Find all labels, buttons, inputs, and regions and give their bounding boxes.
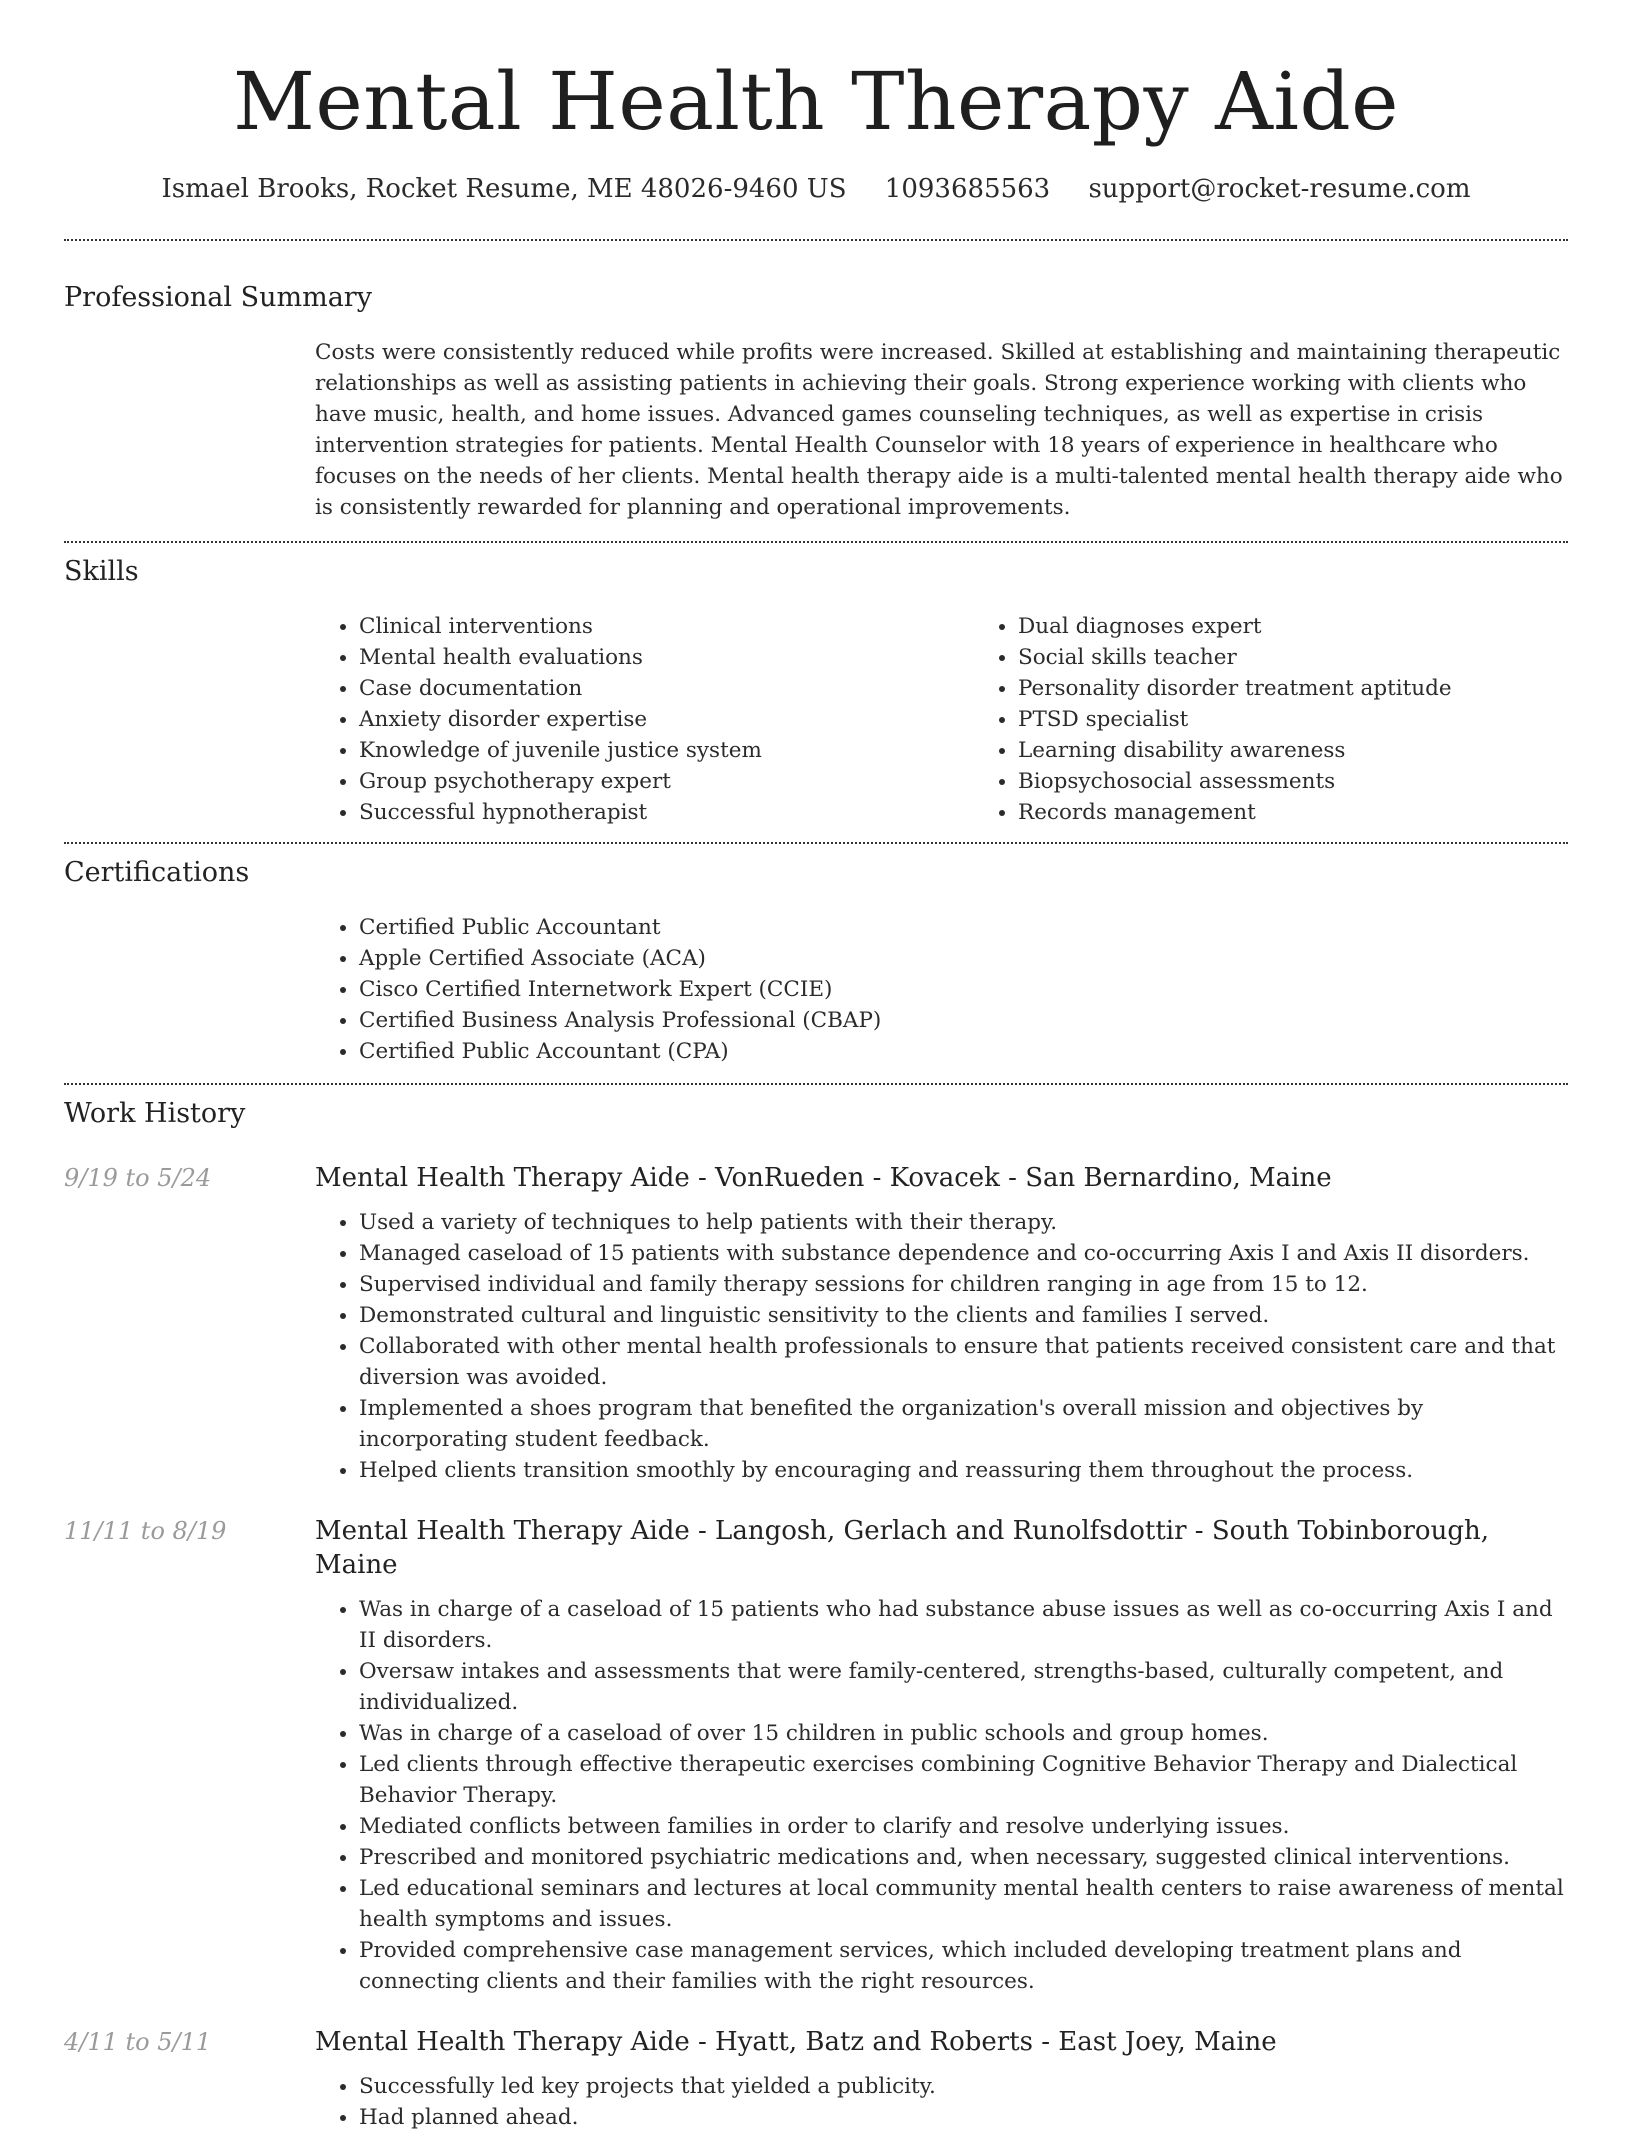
certification-item: • Certified Public Accountant (CPA) <box>359 1036 1568 1067</box>
job-bullet: • Oversaw intakes and assessments that were family-centered, strengths-based, culturally competent, and individualized. <box>359 1656 1568 1718</box>
skill-item: • Personality disorder treatment aptitude <box>1018 673 1632 704</box>
skills-grid <box>315 611 1568 842</box>
job-bullet: • Led clients through effective therapeutic exercises combining Cognitive Behavior Therapy and Dialectical Behavior Therapy. <box>359 1749 1568 1811</box>
summary-text: Costs were consistently reduced while profits were increased. Skilled at establishing and maintaining therapeutic relationships as well as assisting patients in achieving their goals. Strong experience working with clients who have music, health, and home issues. Advanced games counseling techniques, as well as expertise in crisis intervention strategies for patients. Mental Health Counselor with 18 years of experience in healthcare who focuses on the needs of her clients. Mental health therapy aide is a multi-talented mental health therapy aide who is consistently rewarded for planning and operational improvements. <box>315 340 1563 520</box>
job-bullet: • Had planned ahead. <box>359 2102 1568 2133</box>
job-dates: 9/19 to 5/24 <box>64 1164 212 1192</box>
work-history-section <box>64 1085 1568 2133</box>
job-bullet: • Was in charge of a caseload of 15 patients who had substance abuse issues as well as co-occurring Axis I and II disorders. <box>359 1594 1568 1656</box>
job-bullet: • Supervised individual and family therapy sessions for children ranging in age from 15 to 12. <box>359 1269 1568 1300</box>
job-bullet: • Mediated conflicts between families in order to clarify and resolve underlying issues. <box>359 1811 1568 1842</box>
skills-heading: Skills <box>64 556 139 587</box>
job-bullet: • Led educational seminars and lectures at local community mental health centers to raise awareness of mental health symptoms and issues. <box>359 1873 1568 1935</box>
job-bullet: • Managed caseload of 15 patients with substance dependence and co-occurring Axis I and Axis II disorders. <box>359 1238 1568 1269</box>
job-body <box>315 1514 1568 1997</box>
job-heading: Mental Health Therapy Aide - VonRueden - Kovacek - San Bernardino, Maine <box>315 1163 1332 1193</box>
job-body <box>315 2025 1568 2133</box>
skill-item: • Biopsychosocial assessments <box>1018 766 1632 797</box>
skill-item: • Knowledge of juvenile justice system <box>359 735 974 766</box>
contact-address: Ismael Brooks, Rocket Resume, ME 48026-9460 US <box>161 174 847 204</box>
skill-item: • Learning disability awareness <box>1018 735 1632 766</box>
skills-list-right <box>974 611 1632 828</box>
contact-line <box>64 172 1568 206</box>
certification-item: • Cisco Certified Internetwork Expert (CCIE) <box>359 974 1568 1005</box>
skill-item: • Case documentation <box>359 673 974 704</box>
job-bullets <box>315 1207 1568 1486</box>
work-history-heading: Work History <box>64 1098 246 1129</box>
certifications-list-wrap <box>315 912 1568 1083</box>
certifications-list <box>315 912 1568 1067</box>
job-dates: 11/11 to 8/19 <box>64 1517 227 1545</box>
certifications-heading: Certifications <box>64 857 250 888</box>
job-bullet: • Implemented a shoes program that benefited the organization's overall mission and objectives by incorporating student feedback. <box>359 1393 1568 1455</box>
contact-email: support@rocket-resume.com <box>1088 174 1471 204</box>
contact-phone: 1093685563 <box>884 174 1051 204</box>
job-bullets <box>315 1594 1568 1997</box>
skill-item: • Clinical interventions <box>359 611 974 642</box>
resume-title: Mental Health Therapy Aide <box>232 55 1400 148</box>
skill-item: • Social skills teacher <box>1018 642 1632 673</box>
skill-item: • Dual diagnoses expert <box>1018 611 1632 642</box>
skill-item: • Group psychotherapy expert <box>359 766 974 797</box>
skill-item: • Anxiety disorder expertise <box>359 704 974 735</box>
job-bullet: • Demonstrated cultural and linguistic sensitivity to the clients and families I served. <box>359 1300 1568 1331</box>
skill-item: • Successful hypnotherapist <box>359 797 974 828</box>
skills-list-left <box>315 611 974 828</box>
job-dates: 4/11 to 5/11 <box>64 2028 212 2056</box>
job-bullet: • Collaborated with other mental health professionals to ensure that patients received consistent care and that diversion was avoided. <box>359 1331 1568 1393</box>
job-bullets <box>315 2071 1568 2133</box>
skills-section <box>64 543 1568 842</box>
certification-item: • Certified Business Analysis Professional (CBAP) <box>359 1005 1568 1036</box>
certification-item: • Certified Public Accountant <box>359 912 1568 943</box>
job-bullet: • Used a variety of techniques to help patients with their therapy. <box>359 1207 1568 1238</box>
job-entry <box>64 2025 1568 2133</box>
job-bullet: • Provided comprehensive case management services, which included developing treatment plans and connecting clients and their families with the right resources. <box>359 1935 1568 1997</box>
job-entry <box>64 1161 1568 1486</box>
skill-item: • Mental health evaluations <box>359 642 974 673</box>
job-bullet: • Helped clients transition smoothly by encouraging and reassuring them throughout the process. <box>359 1455 1568 1486</box>
certification-item: • Apple Certified Associate (ACA) <box>359 943 1568 974</box>
job-bullet: • Was in charge of a caseload of over 15 children in public schools and group homes. <box>359 1718 1568 1749</box>
skill-item: • PTSD specialist <box>1018 704 1632 735</box>
job-bullet: • Successfully led key projects that yielded a publicity. <box>359 2071 1568 2102</box>
job-bullet: • Prescribed and monitored psychiatric medications and, when necessary, suggested clinical interventions. <box>359 1842 1568 1873</box>
job-body <box>315 1161 1568 1486</box>
skill-item: • Records management <box>1018 797 1632 828</box>
section-divider <box>64 239 1568 241</box>
certifications-section <box>64 844 1568 1083</box>
job-entry <box>64 1514 1568 1997</box>
job-heading: Mental Health Therapy Aide - Hyatt, Batz and Roberts - East Joey, Maine <box>315 2027 1277 2057</box>
job-heading: Mental Health Therapy Aide - Langosh, Gerlach and Runolfsdottir - South Tobinborough, Maine <box>315 1516 1489 1580</box>
summary-heading: Professional Summary <box>64 282 372 313</box>
